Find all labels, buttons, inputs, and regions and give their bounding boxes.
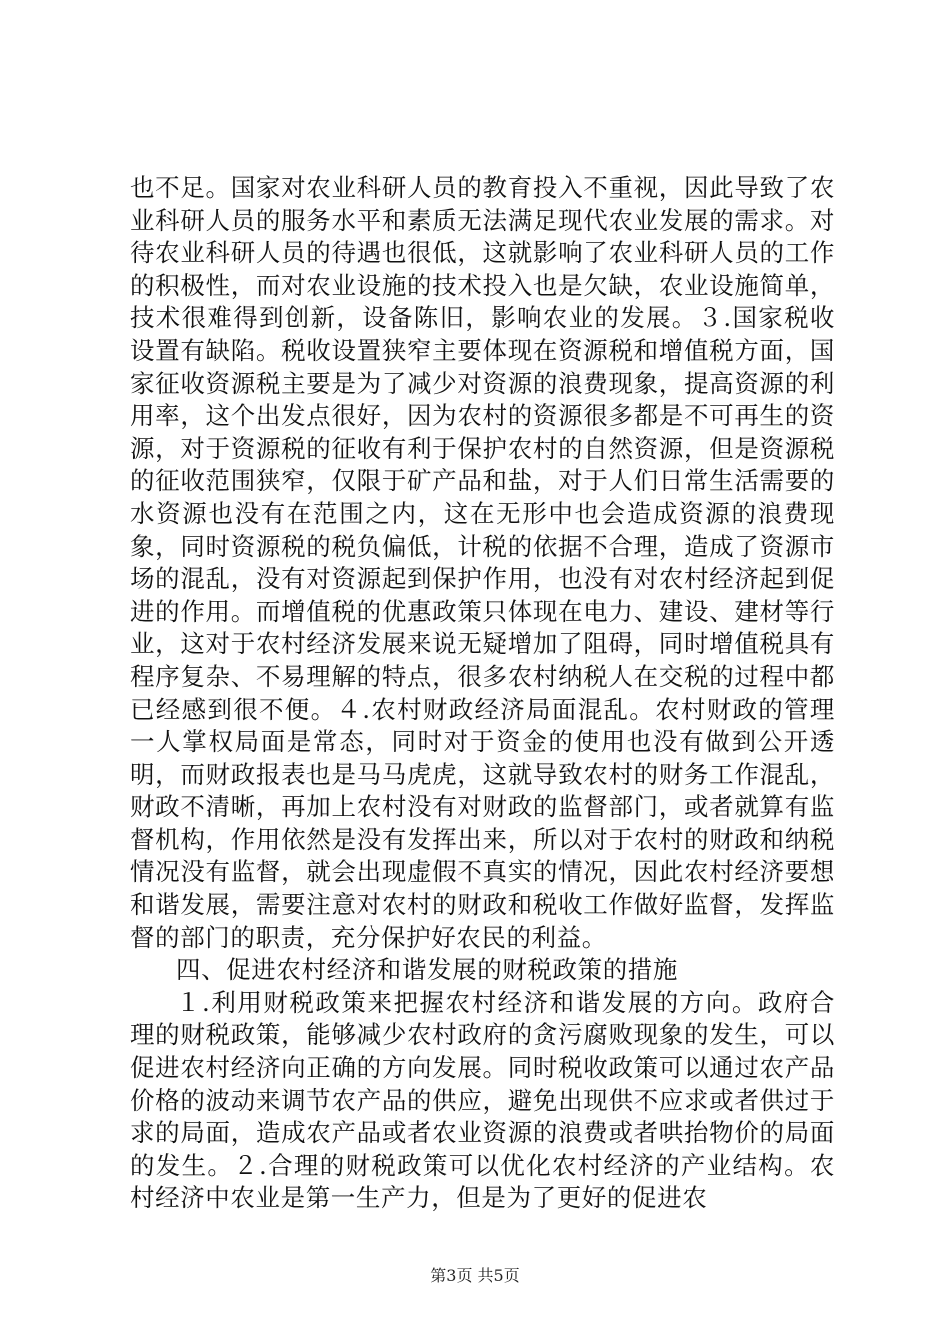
document-body — [130, 172, 835, 1215]
body-paragraph-continued: 也不足。国家对农业科研人员的教育投入不重视，因此导致了农业科研人员的服务水平和素质无法满足现代农业发展的需求。对待农业科研人员的待遇也很低，这就影响了农业科研人员的工作的积极性，而对农业设施的技术投入也是欠缺，农业设施简单，技术很难得到创新，设备陈旧，影响农业的发展。３.国家税收设置有缺陷。税收设置狭窄主要体现在资源税和增值税方面，国家征收资源税主要是为了减少对资源的浪费现象，提高资源的利用率，这个出发点很好，因为农村的资源很多都是不可再生的资源，对于资源税的征收有利于保护农村的自然资源，但是资源税的征收范围狭窄，仅限于矿产品和盐，对于人们日常生活需要的水资源也没有在范围之内，这在无形中也会造成资源的浪费现象，同时资源税的税负偏低，计税的依据不合理，造成了资源市场的混乱，没有对资源起到保护作用，也没有对农村经济起到促进的作用。而增值税的优惠政策只体现在电力、建设、建材等行业，这对于农村经济发展来说无疑增加了阻碍，同时增值税具有程序复杂、不易理解的特点，很多农村纳税人在交税的过程中都已经感到很不便。４.农村财政经济局面混乱。农村财政的管理一人掌权局面是常态，同时对于资金的使用也没有做到公开透明，而财政报表也是马马虎虎，这就导致农村的财务工作混乱，财政不清晰，再加上农村没有对财政的监督部门，或者就算有监督机构，作用依然是没有发挥出来，所以对于农村的财政和纳税情况没有监督，就会出现虚假不真实的情况，因此农村经济要想和谐发展，需要注意对农村的财政和税收工作做好监督，发挥监督的部门的职责，充分保护好农民的利益。 — [130, 173, 835, 952]
body-paragraph: １.利用财税政策来把握农村经济和谐发展的方向。政府合理的财税政策，能够减少农村政府的贪污腐败现象的发生，可以促进农村经济向正确的方向发展。同时税收政策可以通过农产品价格的波动来调节农产品的供应，避免出现供不应求或者供过于求的局面，造成农产品或者农业资源的浪费或者哄抬物价的局面的发生。２.合理的财税政策可以优化农村经济的产业结构。农村经济中农业是第一生产力，但是为了更好的促进农 — [130, 987, 835, 1213]
page-footer: 第3页 共5页 — [430, 1266, 520, 1285]
section-heading: 四、促进农村经济和谐发展的财税政策的措施 — [176, 955, 678, 985]
